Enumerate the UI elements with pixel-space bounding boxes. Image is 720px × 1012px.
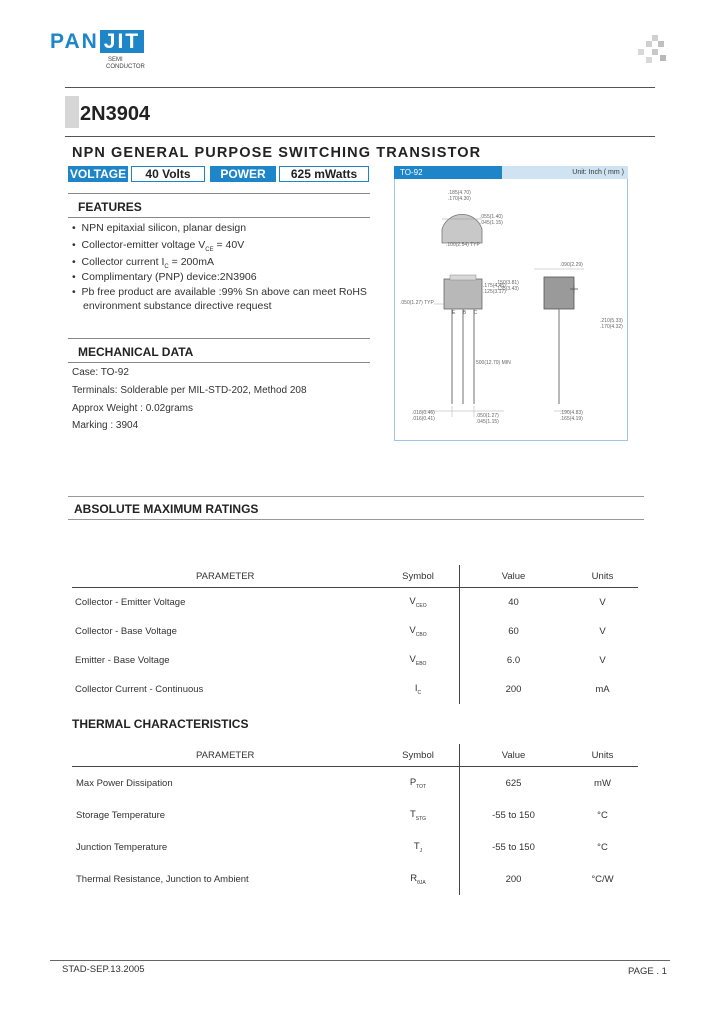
logo-subtitle [106, 57, 145, 71]
logo-sub-line-2: CONDUCTOR [106, 64, 145, 70]
power-label-badge: POWER [210, 166, 276, 182]
cell-value: 625 [505, 777, 522, 789]
cell-symbol [377, 617, 460, 646]
features-heading: FEATURES [78, 200, 142, 214]
voltage-label-badge: VOLTAGE [69, 167, 127, 181]
feature-text: Complimentary (PNP) device:2N3906 [81, 271, 257, 283]
symbol-subscript: STG [415, 815, 427, 822]
mechanical-divider-top [68, 338, 370, 339]
dim-label: 500(12.70) MIN [476, 360, 511, 366]
cell-symbol [377, 675, 460, 704]
symbol-subscript: EBO [415, 660, 427, 667]
cell-value: -55 to 150 [492, 809, 535, 821]
feature-item: • Complimentary (PNP) device:2N3906 [72, 271, 257, 283]
mechanical-heading: MECHANICAL DATA [78, 345, 194, 359]
header-divider-top [65, 87, 655, 88]
cell-symbol [377, 831, 460, 863]
dim-label-group [600, 318, 623, 330]
table-row [72, 767, 638, 800]
features-divider-bottom [68, 217, 370, 218]
cell-value: 200 [505, 684, 522, 695]
table-header-value: Value [460, 744, 568, 767]
table-header-row [72, 744, 638, 767]
abs-max-table [72, 565, 638, 704]
cell-unit: V [599, 626, 606, 637]
cell-parameter: Emitter - Base Voltage [75, 655, 170, 666]
mechanical-item: Case: TO-92 [72, 367, 129, 378]
dim-label: .100(2.54) TYP [446, 242, 480, 248]
abs-max-divider-top [68, 496, 644, 497]
dim-label: .050(1.27) TYP [400, 300, 434, 306]
feature-text: Collector current I [81, 256, 165, 268]
dim-label-group [480, 214, 503, 226]
cell-unit: mA [595, 684, 610, 695]
mechanical-item: Terminals: Solderable per MIL-STD-202, Method 208 [72, 385, 307, 396]
logo-text-pan: PAN [50, 30, 99, 53]
package-header-bar [394, 166, 628, 179]
feature-text: Pb free product are available :99% Sn above can meet RoHS [81, 286, 367, 298]
dim-label: .055(1.40) [480, 214, 503, 220]
feature-subscript: CE [205, 247, 214, 254]
lead-label: E [452, 310, 456, 316]
abs-max-heading: ABSOLUTE MAXIMUM RATINGS [74, 502, 259, 516]
dim-label: .090(2.29) [560, 262, 583, 268]
dim-label: .016(0.41) [412, 416, 435, 422]
cell-symbol [377, 863, 460, 895]
dim-label: .150(3.81) [496, 280, 519, 286]
cell-parameter: Collector Current - Continuous [75, 684, 204, 695]
cell-parameter: Junction Temperature [76, 841, 168, 853]
table-header-parameter: PARAMETER [72, 565, 377, 588]
table-header-units: Units [567, 744, 638, 767]
table-row [72, 831, 638, 863]
symbol-text: T [413, 840, 420, 852]
dim-label: .210(5.33) [600, 318, 623, 324]
symbol-text: V [409, 654, 416, 666]
symbol-text: V [409, 625, 416, 637]
power-value-badge: 625 mWatts [279, 166, 369, 182]
features-divider-top [68, 193, 370, 194]
feature-subscript: C [164, 264, 169, 271]
feature-item: • Collector-emitter voltage $V_{CE} = 40V$ [72, 239, 245, 254]
package-name: TO-92 [394, 166, 502, 179]
symbol-text: P [409, 776, 417, 788]
cell-value: 60 [508, 626, 519, 637]
symbol-subscript: CEO [415, 602, 427, 609]
abs-max-divider-bottom [68, 519, 644, 520]
cell-unit: °C/W [591, 873, 614, 885]
dim-label: .135(3.43) [496, 286, 519, 292]
cell-parameter: Collector - Emitter Voltage [75, 597, 186, 608]
footer-doc-id: STAD-SEP.13.2005 [62, 964, 145, 975]
page-title: NPN GENERAL PURPOSE SWITCHING TRANSISTOR [72, 145, 482, 161]
table-header-units: Units [567, 565, 638, 588]
logo-sub-line-1: SEMI [108, 57, 123, 63]
lead-label: C [473, 310, 478, 316]
dim-label: .185(4.70) [448, 190, 471, 196]
cell-value: 6.0 [506, 655, 521, 666]
footer-page-number: PAGE . 1 [628, 966, 667, 977]
cell-symbol [377, 767, 460, 800]
dim-label: .170(4.30) [448, 196, 471, 202]
cell-unit: V [599, 655, 606, 666]
thermal-heading: THERMAL CHARACTERISTICS [72, 717, 249, 731]
panjit-logo [50, 30, 144, 54]
dim-label-group [448, 190, 471, 202]
symbol-text: T [409, 808, 416, 820]
cell-value: 40 [508, 597, 519, 608]
symbol-subscript: CBO [415, 631, 427, 638]
feature-item: • Collector current $I_C = 200mA$ [72, 256, 214, 271]
thermal-table [72, 744, 638, 895]
table-header-symbol: Symbol [377, 744, 460, 767]
package-outline-drawing [394, 179, 628, 441]
feature-item: • Pb free product are available :99% Sn above can meet RoHS [72, 286, 367, 298]
table-header-parameter: PARAMETER [72, 744, 377, 767]
feature-item-continued [83, 300, 272, 312]
dim-label-group [560, 410, 583, 422]
table-row [72, 675, 638, 704]
footer-divider [50, 960, 670, 961]
dim-label-group [476, 413, 499, 425]
dim-label: .190(4.83) [560, 410, 583, 416]
feature-text: NPN epitaxial silicon, planar design [81, 222, 247, 234]
dim-label-group [476, 360, 511, 366]
mechanical-item: Approx Weight : 0.02grams [72, 403, 193, 414]
part-number-marker [65, 96, 79, 128]
cell-symbol [377, 646, 460, 675]
symbol-subscript: J [419, 847, 423, 854]
feature-item: • NPN epitaxial silicon, planar design [72, 222, 247, 234]
cell-symbol [377, 799, 460, 831]
lead-label-group [452, 310, 477, 316]
cell-parameter: Max Power Dissipation [76, 777, 173, 789]
cell-unit: °C [597, 841, 608, 853]
cell-symbol [377, 588, 460, 618]
table-header-row [72, 565, 638, 588]
feature-text-suffix: = 40V [213, 239, 245, 251]
table-header-value: Value [460, 565, 568, 588]
table-row [72, 617, 638, 646]
symbol-subscript: TOT [416, 783, 427, 790]
mechanical-item: Marking : 3904 [72, 420, 139, 431]
symbol-subscript: θJA [417, 879, 426, 886]
dim-label-group [412, 410, 435, 422]
checker-decoration-icon [638, 35, 668, 65]
dim-label: .175(4.45) [483, 283, 506, 289]
dim-label: .050(1.27) [476, 413, 499, 419]
dim-label: .165(4.19) [560, 416, 583, 422]
dim-label: .125(3.17) [483, 289, 506, 295]
dim-label-group [496, 280, 519, 292]
cell-parameter: Storage Temperature [76, 809, 166, 821]
cell-unit: mW [594, 777, 611, 789]
symbol-text: V [409, 596, 416, 608]
cell-parameter: Thermal Resistance, Junction to Ambient [76, 873, 249, 885]
symbol-text: R [410, 872, 418, 884]
lead-label: B [462, 310, 467, 316]
feature-text-suffix: = 200mA [168, 256, 214, 268]
mechanical-divider-bottom [68, 362, 370, 363]
cell-unit: V [599, 597, 606, 608]
dim-label-group [560, 262, 583, 268]
dim-label: .045(1.15) [480, 220, 503, 226]
symbol-text: I [414, 683, 418, 695]
table-row [72, 588, 638, 618]
table-header-symbol: Symbol [377, 565, 460, 588]
cell-parameter: Collector - Base Voltage [75, 626, 177, 637]
dim-label: .045(1.15) [476, 419, 499, 425]
feature-text: environment substance directive request [83, 300, 272, 312]
package-unit: Unit: Inch ( mm ) [572, 169, 624, 176]
table-row [72, 646, 638, 675]
voltage-value-badge: 40 Volts [131, 166, 205, 182]
dim-label-group [446, 242, 480, 248]
feature-text: Collector-emitter voltage V [81, 239, 206, 251]
part-number: 2N3904 [80, 103, 151, 125]
table-row [72, 799, 638, 831]
symbol-subscript: C [417, 689, 422, 696]
cell-unit: °C [597, 809, 608, 821]
dim-label: .018(0.46) [412, 410, 435, 416]
dim-label: .170(4.32) [600, 324, 623, 330]
header-divider-bottom [65, 136, 655, 137]
cell-value: 200 [505, 873, 522, 885]
table-row [72, 863, 638, 895]
dim-label-group [400, 300, 434, 306]
logo-text-jit: JIT [100, 30, 144, 53]
cell-value: -55 to 150 [492, 841, 535, 853]
